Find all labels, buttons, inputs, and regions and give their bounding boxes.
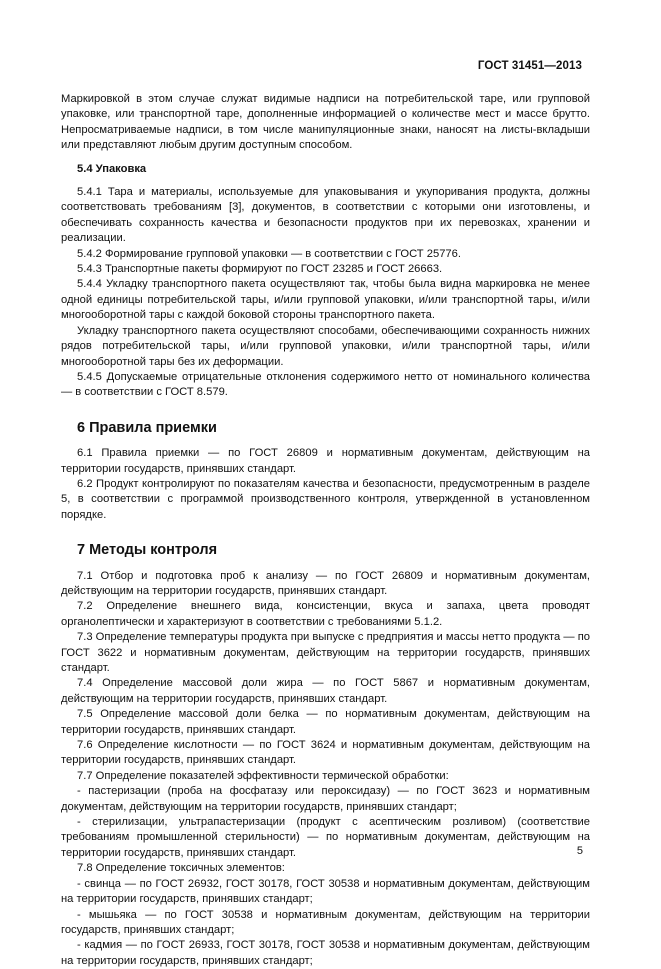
- paragraph-5-4-1: 5.4.1 Тара и материалы, используемые для упаковывания и укупоривания продукта, должны соответствовать требованиям [3], документов, в соответствии с которыми они изготовлены, и обеспечивать сохранность качества и безопасности продуктов при их перевозках, хранении и реализации.: [61, 186, 590, 245]
- section-6-title: 6 Правила приемки: [77, 419, 217, 436]
- paragraph-7-6: 7.6 Определение кислотности — по ГОСТ 3624 и нормативным документам, действующим на территории государств, принявших стандарт.: [61, 739, 590, 767]
- list-item-pasteurization: - пастеризации (проба на фосфатазу или пероксидазу) — по ГОСТ 3623 и нормативным документам, действующим на территории государств, принявших стандарт;: [61, 785, 590, 813]
- section-7-title: 7 Методы контроля: [77, 542, 218, 559]
- intro-paragraph: Маркировкой в этом случае служат видимые надписи на потребительской таре, или групповой упаковке, или транспортной таре, дополненные информацией о количестве мест и массе брутто. Непросматриваемые надписи, в том числе манипуляционные знаки, наносят на листы-вкладыши или представляют любым другим доступным способом.: [61, 93, 590, 152]
- paragraph-6-1: 6.1 Правила приемки — по ГОСТ 26809 и нормативным документам, действующим на территории государств, принявших стандарт.: [61, 447, 590, 475]
- list-item-cadmium: - кадмия — по ГОСТ 26933, ГОСТ 30178, ГОСТ 30538 и нормативным документам, действующим на территории государств, принявших стандарт;: [61, 939, 590, 967]
- paragraph-5-4-5: 5.4.5 Допускаемые отрицательные отклонения содержимого нетто от номинального количества — в соответствии с ГОСТ 8.579.: [61, 370, 590, 399]
- page-number: 5: [576, 845, 583, 857]
- paragraph-7-5: 7.5 Определение массовой доли белка — по нормативным документам, действующим на территории государств, принявших стандарт.: [61, 708, 590, 736]
- paragraph-5-4-2: 5.4.2 Формирование групповой упаковки — в соответствии с ГОСТ 25776.: [77, 247, 461, 260]
- paragraph-7-4: 7.4 Определение массовой доли жира — по ГОСТ 5867 и нормативным документам, действующим на территории государств, принявших стандарт.: [61, 677, 590, 705]
- paragraph-5-4-4: 5.4.4 Укладку транспортного пакета осуществляют так, чтобы была видна маркировка не менее одной единицы потребительской тары, и/или групповой упаковки, и/или транспортной тары, и/или многооборотной тары с каждой боковой стороны транспортного пакета.: [61, 278, 590, 322]
- section-5-4-title: 5.4 Упаковка: [77, 162, 147, 175]
- paragraph-7-2: 7.2 Определение внешнего вида, консистенции, вкуса и запаха, цвета проводят органолептически и характеризуют в соответствии с требованиями 5.1.2.: [61, 600, 590, 628]
- paragraph-5-4-3: 5.4.3 Транспортные пакеты формируют по ГОСТ 23285 и ГОСТ 26663.: [77, 263, 443, 276]
- document-body: [61, 92, 590, 969]
- paragraph-7-1: 7.1 Отбор и подготовка проб к анализу — по ГОСТ 26809 и нормативным документам, действующим на территории государств, принявших стандарт.: [61, 569, 590, 597]
- paragraph-7-7: 7.7 Определение показателей эффективности термической обработки:: [77, 769, 449, 782]
- paragraph-5-4-4-cont: Укладку транспортного пакета осуществляют способами, обеспечивающими сохранность нижних рядов потребительской тары, и/или групповой упаковки, и/или транспортной тары, и/или многооборотной тары без их деформации.: [61, 324, 590, 368]
- paragraph-7-8: 7.8 Определение токсичных элементов:: [77, 862, 285, 875]
- list-item-lead: - свинца — по ГОСТ 26932, ГОСТ 30178, ГОСТ 30538 и нормативным документам, действующим на территории государств, принявших стандарт;: [61, 877, 590, 906]
- paragraph-7-3: 7.3 Определение температуры продукта при выпуске с предприятия и массы нетто продукта — по ГОСТ 3622 и нормативным документам, действующим на территории государств, принявших стандарт.: [61, 631, 590, 674]
- paragraph-6-2: 6.2 Продукт контролируют по показателям качества и безопасности, предусмотренным в разделе 5, в соответствии с программой производственного контроля, утвержденной в установленном порядке.: [61, 477, 590, 521]
- list-item-sterilization: - стерилизации, ультрапастеризации (продукт с асептическим розливом) (соответствие требованиям промышленной стерильности) — по нормативным документам, действующим на территории государств, принявших стандарт.: [61, 816, 590, 859]
- document-id: ГОСТ 31451—2013: [477, 60, 582, 72]
- list-item-arsenic: - мышьяка — по ГОСТ 30538 и нормативным документам, действующим на территории государств, принявших стандарт;: [61, 908, 590, 936]
